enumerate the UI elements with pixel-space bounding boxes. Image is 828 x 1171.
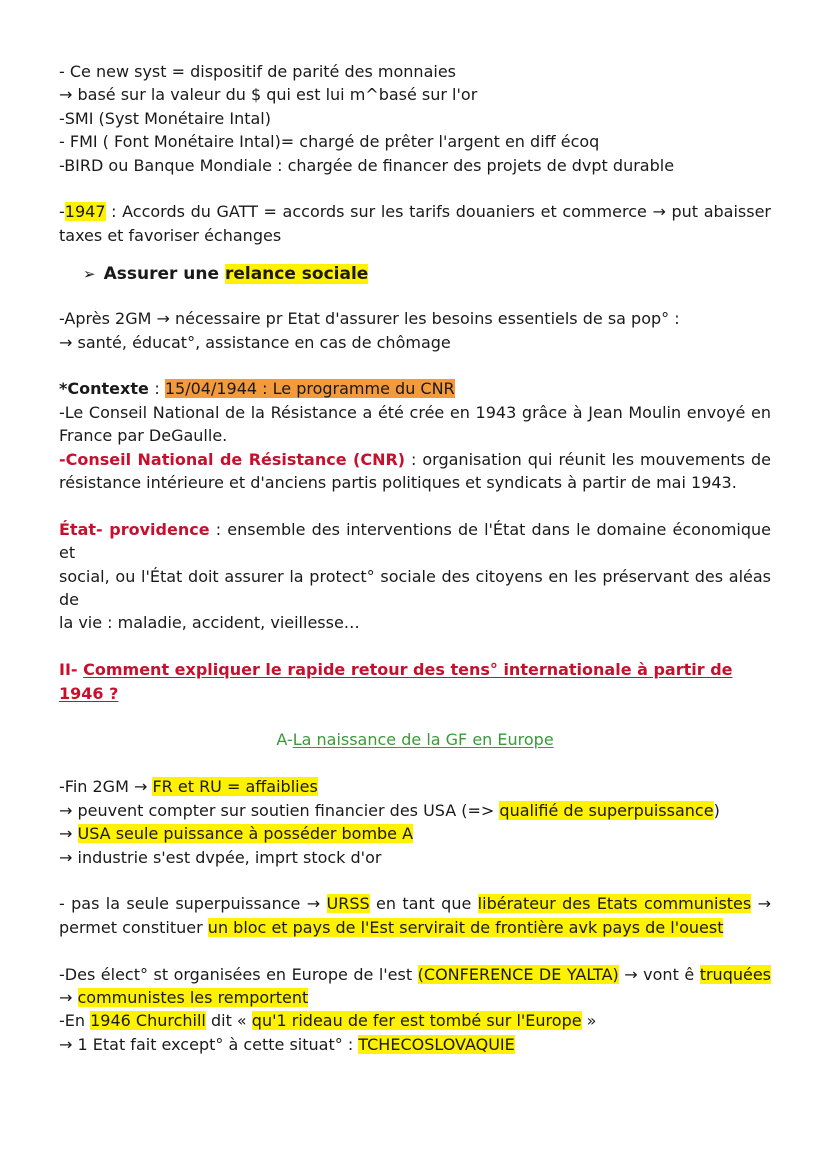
line-bird: -BIRD ou Banque Mondiale : chargée de financer des projets de dvpt durable (59, 155, 675, 175)
line-dollar: → basé sur la valeur du $ qui est lui m^basé sur l'or (59, 85, 478, 105)
etat-line-3: la vie : maladie, accident, vieillesse… (59, 613, 360, 633)
heading-relance-sociale: ➢ Assurer une relance sociale (83, 264, 369, 285)
etat-line-1: État- providence : ensemble des interventions de l'État dans le domaine économique et (59, 519, 772, 563)
document-page (59, 60, 771, 1056)
elect-line-2: → communistes les remportent (59, 987, 309, 1007)
etat-line-2: social, ou l'État doit assurer la protect° sociale des citoyens en les préservant des aléas de (59, 566, 771, 610)
contexte-date-highlight: 15/04/1944 : Le programme du CNR (164, 379, 455, 399)
elect-line-1: -Des élect° st organisées en Europe de l'est (CONFERENCE DE YALTA) → vont ê truquées (59, 964, 772, 984)
churchill-line: -En 1946 Churchill dit « qu'1 rideau de fer est tombé sur l'Europe » (59, 1011, 597, 1031)
arrow-bullet-icon: ➢ (83, 265, 96, 284)
apres-line-1: -Après 2GM → nécessaire pr Etat d'assurer les besoins essentiels de sa pop° : (59, 309, 680, 329)
fin-line-3: → USA seule puissance à posséder bombe A (59, 824, 414, 844)
tchecoslovaquie-line: → 1 Etat fait except° à cette situat° : TCHECOSLOVAQUIE (59, 1034, 515, 1054)
gatt-line-2: taxes et favoriser échanges (59, 225, 282, 245)
line-smi: -SMI (Syst Monétaire Intal) (59, 108, 271, 128)
urss-line-1: - pas la seule superpuissance → URSS en tant que libérateur des Etats communistes → (59, 894, 772, 914)
cnr-line-1: -Le Conseil National de la Résistance a été crée en 1943 grâce à Jean Moulin envoyé en (59, 402, 771, 422)
fin-line-4: → industrie s'est dvpée, imprt stock d'or (59, 847, 382, 867)
cnr-definition-line-1: -Conseil National de Résistance (CNR) : organisation qui réunit les mouvements de (59, 449, 771, 469)
etat-providence-term: État- providence (59, 519, 210, 539)
apres-line-2: → santé, éducat°, assistance en cas de chômage (59, 332, 451, 352)
section-2-heading: II- Comment expliquer le rapide retour des tens° internationale à partir de 1946 ? (59, 660, 733, 703)
subsection-a-heading: A-La naissance de la GF en Europe (276, 730, 554, 750)
line-fmi: - FMI ( Font Monétaire Intal)= chargé de prêter l'argent en diff écoq (59, 132, 600, 152)
fin-line-2: → peuvent compter sur soutien financier des USA (=> qualifié de superpuissance) (59, 800, 720, 820)
gatt-line-1: -1947 : Accords du GATT = accords sur les tarifs douaniers et commerce → put abaisser (59, 202, 771, 222)
urss-line-2: permet constituer un bloc et pays de l'Est servirait de frontière avk pays de l'ouest (59, 917, 724, 937)
gatt-year: 1947 (64, 202, 106, 222)
line-parite: - Ce new syst = dispositif de parité des monnaies (59, 62, 456, 81)
cnr-term: -Conseil National de Résistance (CNR) (59, 449, 406, 469)
cnr-definition-line-2: résistance intérieure et d'anciens partis politiques et syndicats à partir de mai 1943. (59, 473, 737, 493)
cnr-line-2: France par DeGaulle. (59, 426, 228, 446)
contexte-line: *Contexte : 15/04/1944 : Le programme du CNR (59, 379, 455, 399)
fin-line-1: -Fin 2GM → FR et RU = affaiblies (59, 777, 318, 797)
